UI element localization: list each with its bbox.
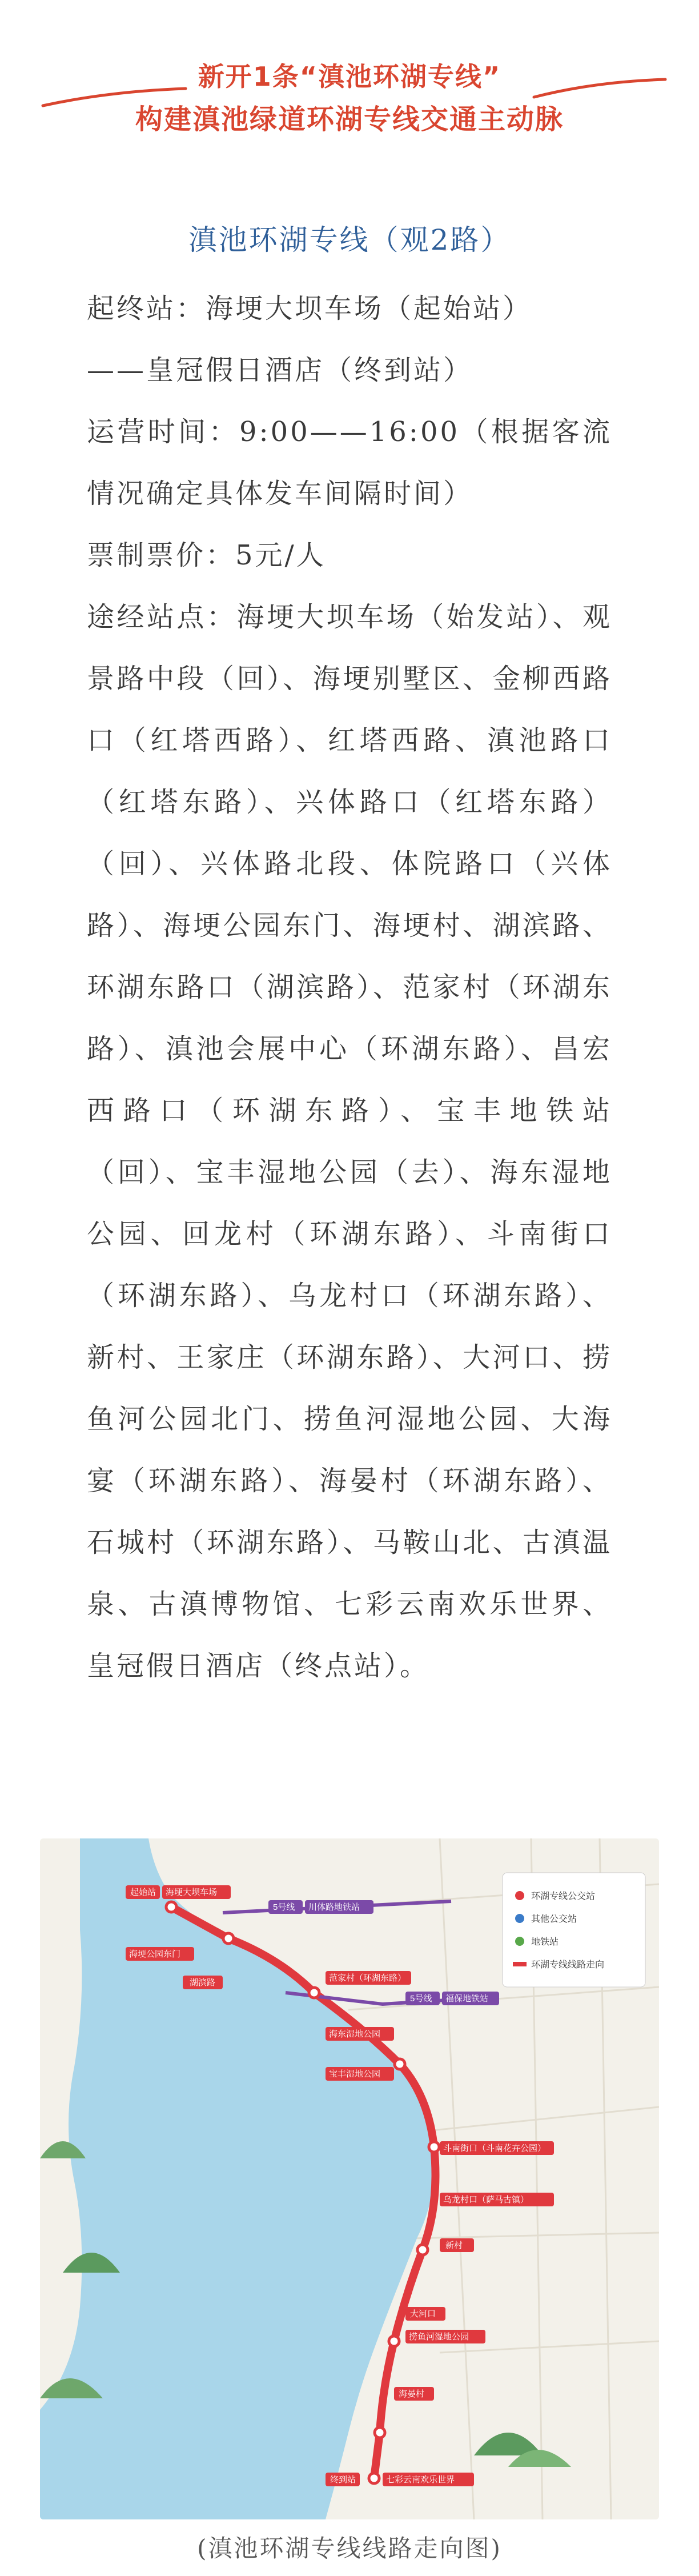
route-map-graphic bbox=[40, 1838, 659, 2519]
map-label-9: 新村 bbox=[445, 2241, 463, 2250]
headline-line-2: 构建滇池绿道环湖专线交通主动脉 bbox=[135, 103, 564, 135]
map-label-7: 斗南街口（斗南花卉公园） bbox=[443, 2144, 547, 2153]
route-map bbox=[40, 1838, 659, 2519]
legend-item-3: 环湖专线线路走向 bbox=[531, 1960, 605, 1970]
route-title: 滇池环湖专线（观2路） bbox=[188, 223, 511, 257]
legend-item-0: 环湖专线公交站 bbox=[531, 1892, 596, 1901]
map-label-1: 海埂大坝车场 bbox=[166, 1888, 218, 1897]
legend-item-2: 地铁站 bbox=[531, 1937, 559, 1947]
map-label-8: 乌龙村口（萨马古镇） bbox=[443, 2195, 529, 2205]
legend-item-1: 其他公交站 bbox=[531, 1914, 577, 1924]
terminals-start: 海埂大坝车场（起始站） bbox=[206, 293, 533, 324]
metro-label-3: 福保地铁站 bbox=[445, 1994, 489, 2004]
metro-label-0: 5号线 bbox=[273, 1902, 295, 1912]
map-label-6: 宝丰湿地公园 bbox=[329, 2069, 381, 2079]
fare: 票制票价：5元/人 bbox=[87, 539, 326, 571]
headline-line-1: 新开1条“滇池环湖专线” bbox=[198, 61, 501, 92]
operating-hours: 运营时间：9:00——16:00（根据客流情况确定具体发车间隔时间） bbox=[87, 416, 612, 510]
stops-list: 途经站点：海埂大坝车场（始发站）、观景路中段（回）、海埂别墅区、金柳西路口（红塔西路）、红塔西路、滇池路口（红塔东路）、兴体路口（红塔东路）（回）、兴体路北段、体院路口（兴体路）、海埂公园东门、海埂村、湖滨路、环湖东路口（湖滨路）、范家村（环湖东路）、滇池会展中心（环湖东路）、昌宏西路口（环湖东路）、宝丰地铁站（回）、宝丰湿地公园（去）、海东湿地公园、回龙村（环湖东路）、斗南街口（环湖东路）、乌龙村口（环湖东路）、新村、王家庄（环湖东路）、大河口、捞鱼河公园北门、捞鱼河湿地公园、大海宴（环湖东路）、海晏村（环湖东路）、石城村（环湖东路）、马鞍山北、古滇温泉、古滇博物馆、七彩云南欢乐世界、皇冠假日酒店（终点站）。 bbox=[87, 601, 612, 1682]
route-details bbox=[87, 278, 612, 1697]
metro-label-2: 川体路地铁站 bbox=[308, 1902, 360, 1912]
terminals-line bbox=[87, 278, 612, 339]
map-label-10: 大河口 bbox=[410, 2309, 436, 2319]
map-label-4: 范家村（环湖东路） bbox=[329, 1973, 407, 1983]
map-label-2: 海埂公园东门 bbox=[129, 1949, 181, 1959]
map-label-5: 海东湿地公园 bbox=[329, 2029, 381, 2039]
terminals-label: 起终站： bbox=[87, 293, 206, 324]
map-caption: (滇池环湖专线线路走向图) bbox=[197, 2534, 502, 2562]
map-label-12: 海晏村 bbox=[399, 2389, 425, 2399]
map-label-14: 七彩云南欢乐世界 bbox=[386, 2475, 455, 2485]
metro-label-1: 5号线 bbox=[410, 1994, 432, 2004]
map-label-13: 终到站 bbox=[330, 2475, 356, 2485]
terminals-end: ——皇冠假日酒店（终到站） bbox=[87, 354, 473, 386]
header-banner bbox=[0, 34, 699, 149]
map-label-0: 起始站 bbox=[130, 1888, 156, 1897]
map-label-11: 捞鱼河湿地公园 bbox=[409, 2332, 469, 2342]
map-label-3: 湖滨路 bbox=[190, 1978, 216, 1988]
